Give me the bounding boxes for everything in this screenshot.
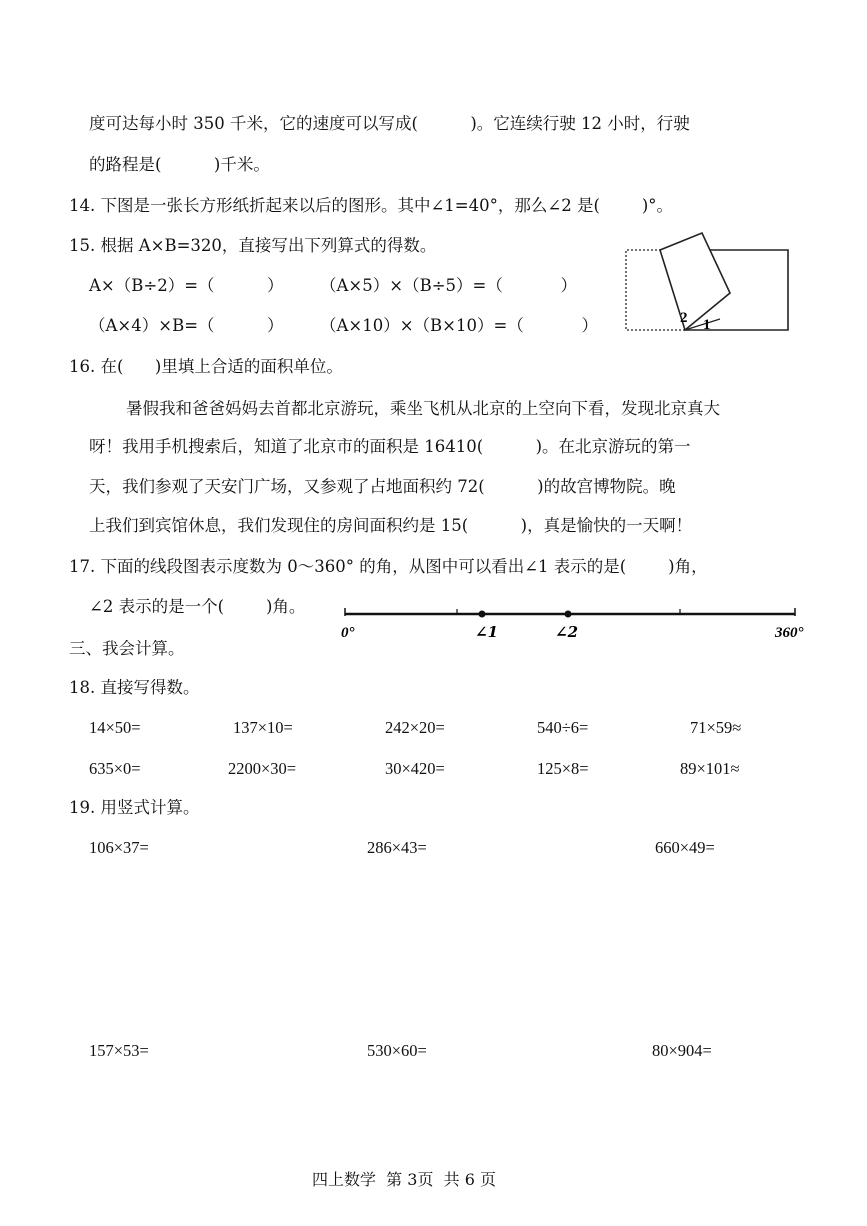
q14-text: 14. 下图是一张长方形纸折起来以后的图形。其中∠1=40°，那么∠2 是( )°。 — [69, 196, 674, 215]
q15-text: 15. 根据 A×B=320，直接写出下列算式的得数。 — [69, 236, 437, 255]
q15-expr-4: （A×10）×（B×10）=（ ） — [320, 316, 599, 335]
q16-text: 16. 在( )里填上合适的面积单位。 — [69, 357, 343, 376]
end-label: 360° — [775, 625, 804, 641]
q18-item: 71×59≈ — [690, 718, 742, 737]
q16-para-4: 上我们到宾馆休息，我们发现住的房间面积约是 15( )，真是愉快的一天啊！ — [89, 516, 693, 535]
angle-2-label: 2 — [680, 310, 688, 326]
q19-heading: 19. 用竖式计算。 — [69, 798, 200, 817]
q16-para-1: 暑假我和爸爸妈妈去首都北京游玩，乘坐飞机从北京的上空向下看，发现北京真大 — [126, 399, 720, 418]
q15-expr-3: （A×4）×B=（ ） — [89, 316, 284, 335]
q16-para-2: 呀！我用手机搜索后，知道了北京市的面积是 16410( )。在北京游玩的第一 — [89, 437, 691, 456]
q19-item: 286×43= — [367, 838, 427, 857]
q13-line-1: 度可达每小时 350 千米，它的速度可以写成( )。它连续行驶 12 小时，行驶 — [89, 114, 690, 133]
q18-heading: 18. 直接写得数。 — [69, 678, 200, 697]
q19-item: 106×37= — [89, 838, 149, 857]
q18-item: 125×8= — [537, 759, 589, 778]
q17-text-1: 17. 下面的线段图表示度数为 0～360° 的角，从图中可以看出∠1 表示的是( )角， — [69, 557, 708, 576]
q18-item: 89×101≈ — [680, 759, 740, 778]
q19-item: 660×49= — [655, 838, 715, 857]
angle-2-mark-label: ∠2 — [555, 623, 579, 641]
folded-paper-figure — [620, 225, 810, 340]
q18-item: 30×420= — [385, 759, 445, 778]
section-3-heading: 三、我会计算。 — [69, 639, 185, 658]
q18-item: 14×50= — [89, 718, 141, 737]
q19-item: 530×60= — [367, 1041, 427, 1060]
q19-item: 157×53= — [89, 1041, 149, 1060]
q18-item: 242×20= — [385, 718, 445, 737]
q16-para-3: 天，我们参观了天安门广场，又参观了占地面积约 72( )的故宫博物院。晚 — [89, 477, 676, 496]
page-footer: 四上数学 第 3页 共 6 页 — [312, 1170, 496, 1189]
angle-number-line — [335, 600, 805, 645]
q19-item: 80×904= — [652, 1041, 712, 1060]
q18-item: 2200×30= — [228, 759, 297, 778]
q18-item: 540÷6= — [537, 718, 589, 737]
q15-expr-1: A×（B÷2）=（ ） — [89, 276, 284, 295]
q13-line-2: 的路程是( )千米。 — [89, 155, 270, 174]
q15-expr-2: （A×5）×（B÷5）=（ ） — [320, 276, 578, 295]
angle-1-mark-label: ∠1 — [475, 623, 499, 641]
angle-1-label: 1 — [703, 317, 711, 333]
q17-text-2: ∠2 表示的是一个( )角。 — [89, 597, 306, 616]
q18-item: 137×10= — [233, 718, 293, 737]
q18-item: 635×0= — [89, 759, 141, 778]
start-label: 0° — [341, 625, 355, 641]
